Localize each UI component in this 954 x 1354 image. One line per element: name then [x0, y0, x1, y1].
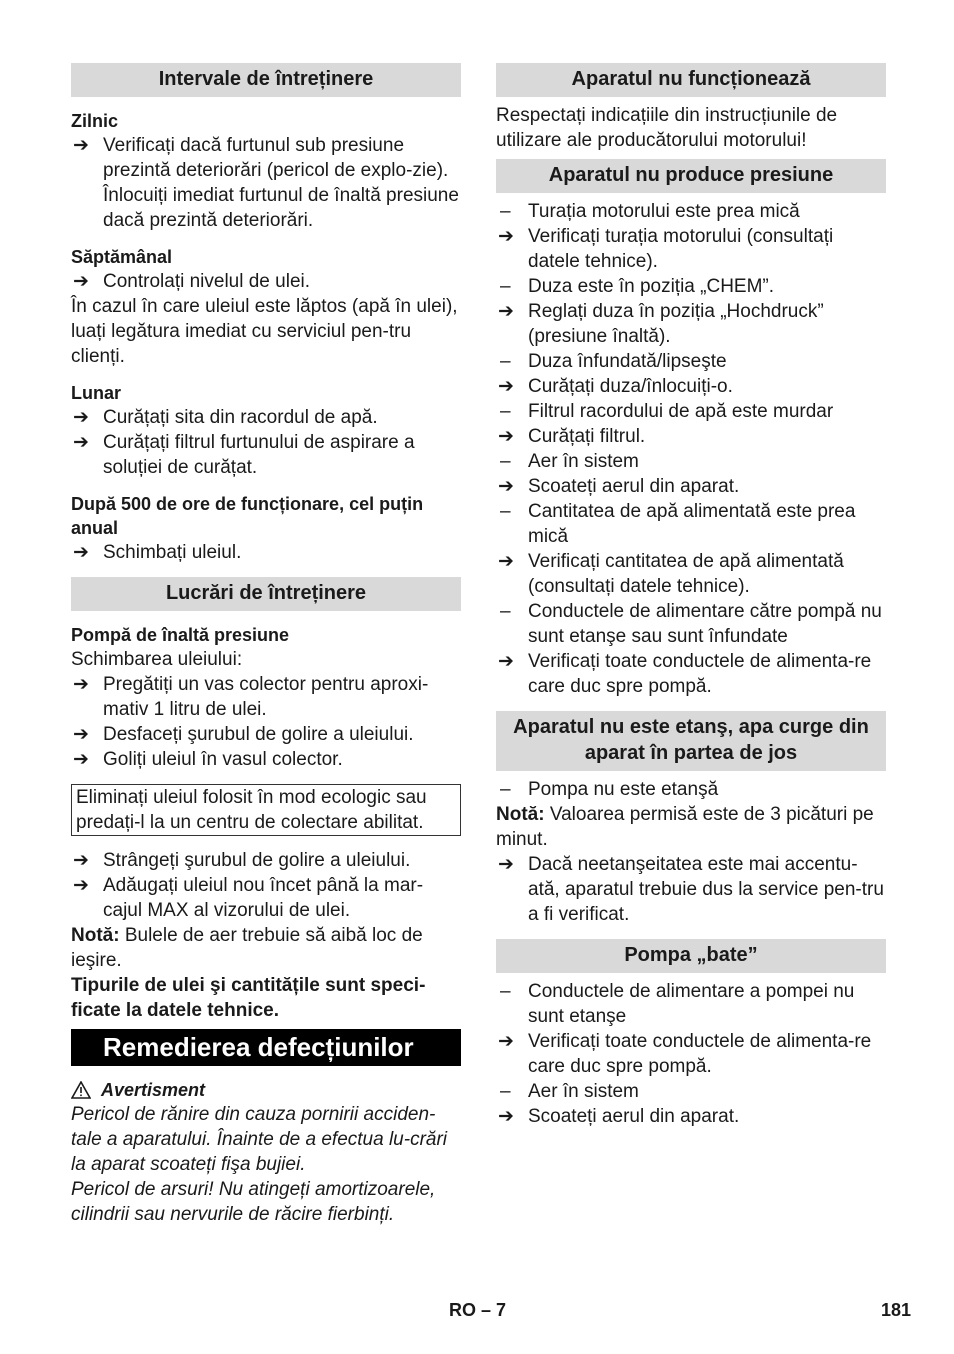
leak-note: Notă: Valoarea permisă este de 3 picături pe minut.	[496, 804, 874, 850]
heading-maintenance-intervals: Intervale de întreținere	[71, 63, 461, 97]
oil-change-text: Schimbarea uleiului:	[71, 649, 243, 670]
dash-bullet-icon: –	[500, 1081, 511, 1102]
list-item: ➔ Dacă neetanşeitatea este mai accentu-ată, aparatul trebuie dus la service pen-tru a fi verificat.	[498, 854, 884, 925]
dash-bullet-icon: –	[500, 501, 511, 522]
dash-bullet-icon: –	[500, 351, 511, 372]
arrow-right-icon: ➔	[73, 749, 89, 770]
arrow-right-icon: ➔	[498, 1106, 514, 1127]
list-item: ➔ Verificați dacă furtunul sub presiune prezintă deteriorări (pericol de explo-zie). Înlocuiți imediat furtunul de înaltă presiune dacă prezintă deteriorări.	[73, 135, 459, 231]
list-item: – Conductele de alimentare către pompă nu sunt etanşe sau sunt înfundate	[500, 601, 882, 647]
dash-bullet-icon: –	[500, 201, 511, 222]
arrow-right-icon: ➔	[73, 542, 89, 563]
weekly-text: În cazul în care uleiul este lăptos (apă în ulei), luați legătura imediat cu serviciul pen-tru clienți.	[71, 296, 458, 367]
warning-title: Avertisment	[71, 1078, 461, 1102]
list-item: ➔ Curățați filtrul furtunului de aspirare a soluției de curățat.	[73, 432, 415, 478]
list-item: ➔ Strângeți şurubul de golire a uleiului.	[73, 850, 411, 871]
heading-no-pressure: Aparatul nu produce presiune	[496, 159, 886, 193]
list-item: – Duza înfundată/lipseşte	[500, 351, 727, 372]
dash-bullet-icon: –	[500, 451, 511, 472]
arrow-right-icon: ➔	[73, 674, 89, 695]
list-item: – Conductele de alimentare a pompei nu sunt etanşe	[500, 981, 855, 1027]
heading-troubleshooting: Remedierea defecțiunilor	[71, 1029, 461, 1066]
arrow-right-icon: ➔	[73, 850, 89, 871]
footer-page-number: 181	[880, 1300, 911, 1320]
warning-text-2: Pericol de arsuri! Nu atingeți amortizoarele, cilindrii sau nervurile de răcire fierbinți.	[71, 1179, 436, 1225]
list-item: ➔ Curățați filtrul.	[498, 426, 646, 447]
arrow-right-icon: ➔	[73, 432, 89, 453]
arrow-right-icon: ➔	[73, 135, 89, 156]
dash-bullet-icon: –	[500, 276, 511, 297]
list-item: – Pompa nu este etanşă	[500, 779, 719, 800]
list-item: – Cantitatea de apă alimentată este prea mică	[500, 501, 856, 547]
list-item: ➔ Goliți uleiul în vasul colector.	[73, 749, 343, 770]
arrow-right-icon: ➔	[73, 407, 89, 428]
arrow-right-icon: ➔	[73, 724, 89, 745]
heading-pump-knocks: Pompa „bate”	[496, 939, 886, 973]
arrow-right-icon: ➔	[73, 271, 89, 292]
dash-bullet-icon: –	[500, 779, 511, 800]
arrow-right-icon: ➔	[73, 875, 89, 896]
list-item: ➔ Schimbați uleiul.	[73, 542, 242, 563]
warning-text-1: Pericol de rănire din cauza pornirii acciden-tale a aparatului. Înainte de a efectua lu-crări la aparat scoateți fişa bujiei.	[71, 1104, 448, 1175]
right-column	[496, 63, 886, 1129]
pump-list	[496, 979, 886, 1129]
after500-title: După 500 de ore de funcționare, cel puțin anual	[71, 494, 424, 538]
arrow-right-icon: ➔	[498, 376, 514, 397]
list-item: – Turația motorului este prea mică	[500, 201, 800, 222]
note-paragraph: Notă: Bulele de aer trebuie să aibă loc de ieşire.	[71, 925, 423, 971]
warning-triangle-icon	[71, 1081, 91, 1099]
list-item: – Aer în sistem	[500, 1081, 639, 1102]
list-item: ➔ Verificați toate conductele de alimenta-re care duc spre pompă.	[498, 651, 872, 697]
list-item: ➔ Pregătiți un vas colector pentru aproxi-mativ 1 litru de ulei.	[73, 674, 429, 720]
list-item: ➔ Scoateți aerul din aparat.	[498, 1106, 740, 1127]
arrow-right-icon: ➔	[498, 1031, 514, 1052]
arrow-right-icon: ➔	[498, 854, 514, 875]
list-item: ➔ Verificați toate conductele de alimenta-re care duc spre pompă.	[498, 1031, 872, 1077]
list-item: ➔ Verificați cantitatea de apă alimentată (consultați datele tehnice).	[498, 551, 844, 597]
dash-bullet-icon: –	[500, 981, 511, 1002]
arrow-right-icon: ➔	[498, 551, 514, 572]
list-item: ➔ Controlați nivelul de ulei.	[73, 271, 311, 292]
arrow-right-icon: ➔	[498, 476, 514, 497]
heading-maintenance-works: Lucrări de întreținere	[71, 577, 461, 611]
arrow-right-icon: ➔	[498, 301, 514, 322]
list-item: ➔ Curățați duza/înlocuiți-o.	[498, 376, 733, 397]
dash-bullet-icon: –	[500, 601, 511, 622]
list-item: ➔ Curățați sita din racordul de apă.	[73, 407, 378, 428]
list-item: ➔ Desfaceți şurubul de golire a uleiului.	[73, 724, 414, 745]
dash-bullet-icon: –	[500, 401, 511, 422]
oil-types-note: Tipurile de ulei şi cantitățile sunt speci-ficate la datele tehnice.	[71, 975, 426, 1021]
arrow-right-icon: ➔	[498, 426, 514, 447]
heading-leak: Aparatul nu este etanş, apa curge din aparat în partea de jos	[496, 711, 886, 771]
list-item: ➔ Reglați duza în poziția „Hochdruck” (presiune înaltă).	[498, 301, 824, 347]
weekly-title: Săptămânal	[71, 247, 173, 267]
no-pressure-list	[496, 199, 886, 699]
arrow-right-icon: ➔	[498, 651, 514, 672]
list-item: ➔ Verificați turația motorului (consultați datele tehnice).	[498, 226, 834, 272]
list-item: ➔ Scoateți aerul din aparat.	[498, 476, 740, 497]
monthly-title: Lunar	[71, 383, 122, 403]
heading-not-working: Aparatul nu funcționează	[496, 63, 886, 97]
arrow-right-icon: ➔	[498, 226, 514, 247]
left-column	[71, 63, 461, 1227]
environment-note-box: Eliminați uleiul folosit în mod ecologic sau predați-l la un centru de colectare abilitat.	[71, 784, 461, 836]
daily-title: Zilnic	[71, 111, 119, 131]
pump-title: Pompă de înaltă presiune	[71, 625, 290, 645]
list-item: ➔ Adăugați uleiul nou încet până la mar-cajul MAX al vizorului de ulei.	[73, 875, 424, 921]
not-working-text: Respectați indicațiile din instrucțiunile de utilizare ale producătorului motorului!	[496, 105, 838, 151]
list-item: – Filtrul racordului de apă este murdar	[500, 401, 834, 422]
list-item: – Aer în sistem	[500, 451, 639, 472]
list-item: – Duza este în poziția „CHEM”.	[500, 276, 775, 297]
footer-language-page: RO – 7	[449, 1300, 507, 1320]
